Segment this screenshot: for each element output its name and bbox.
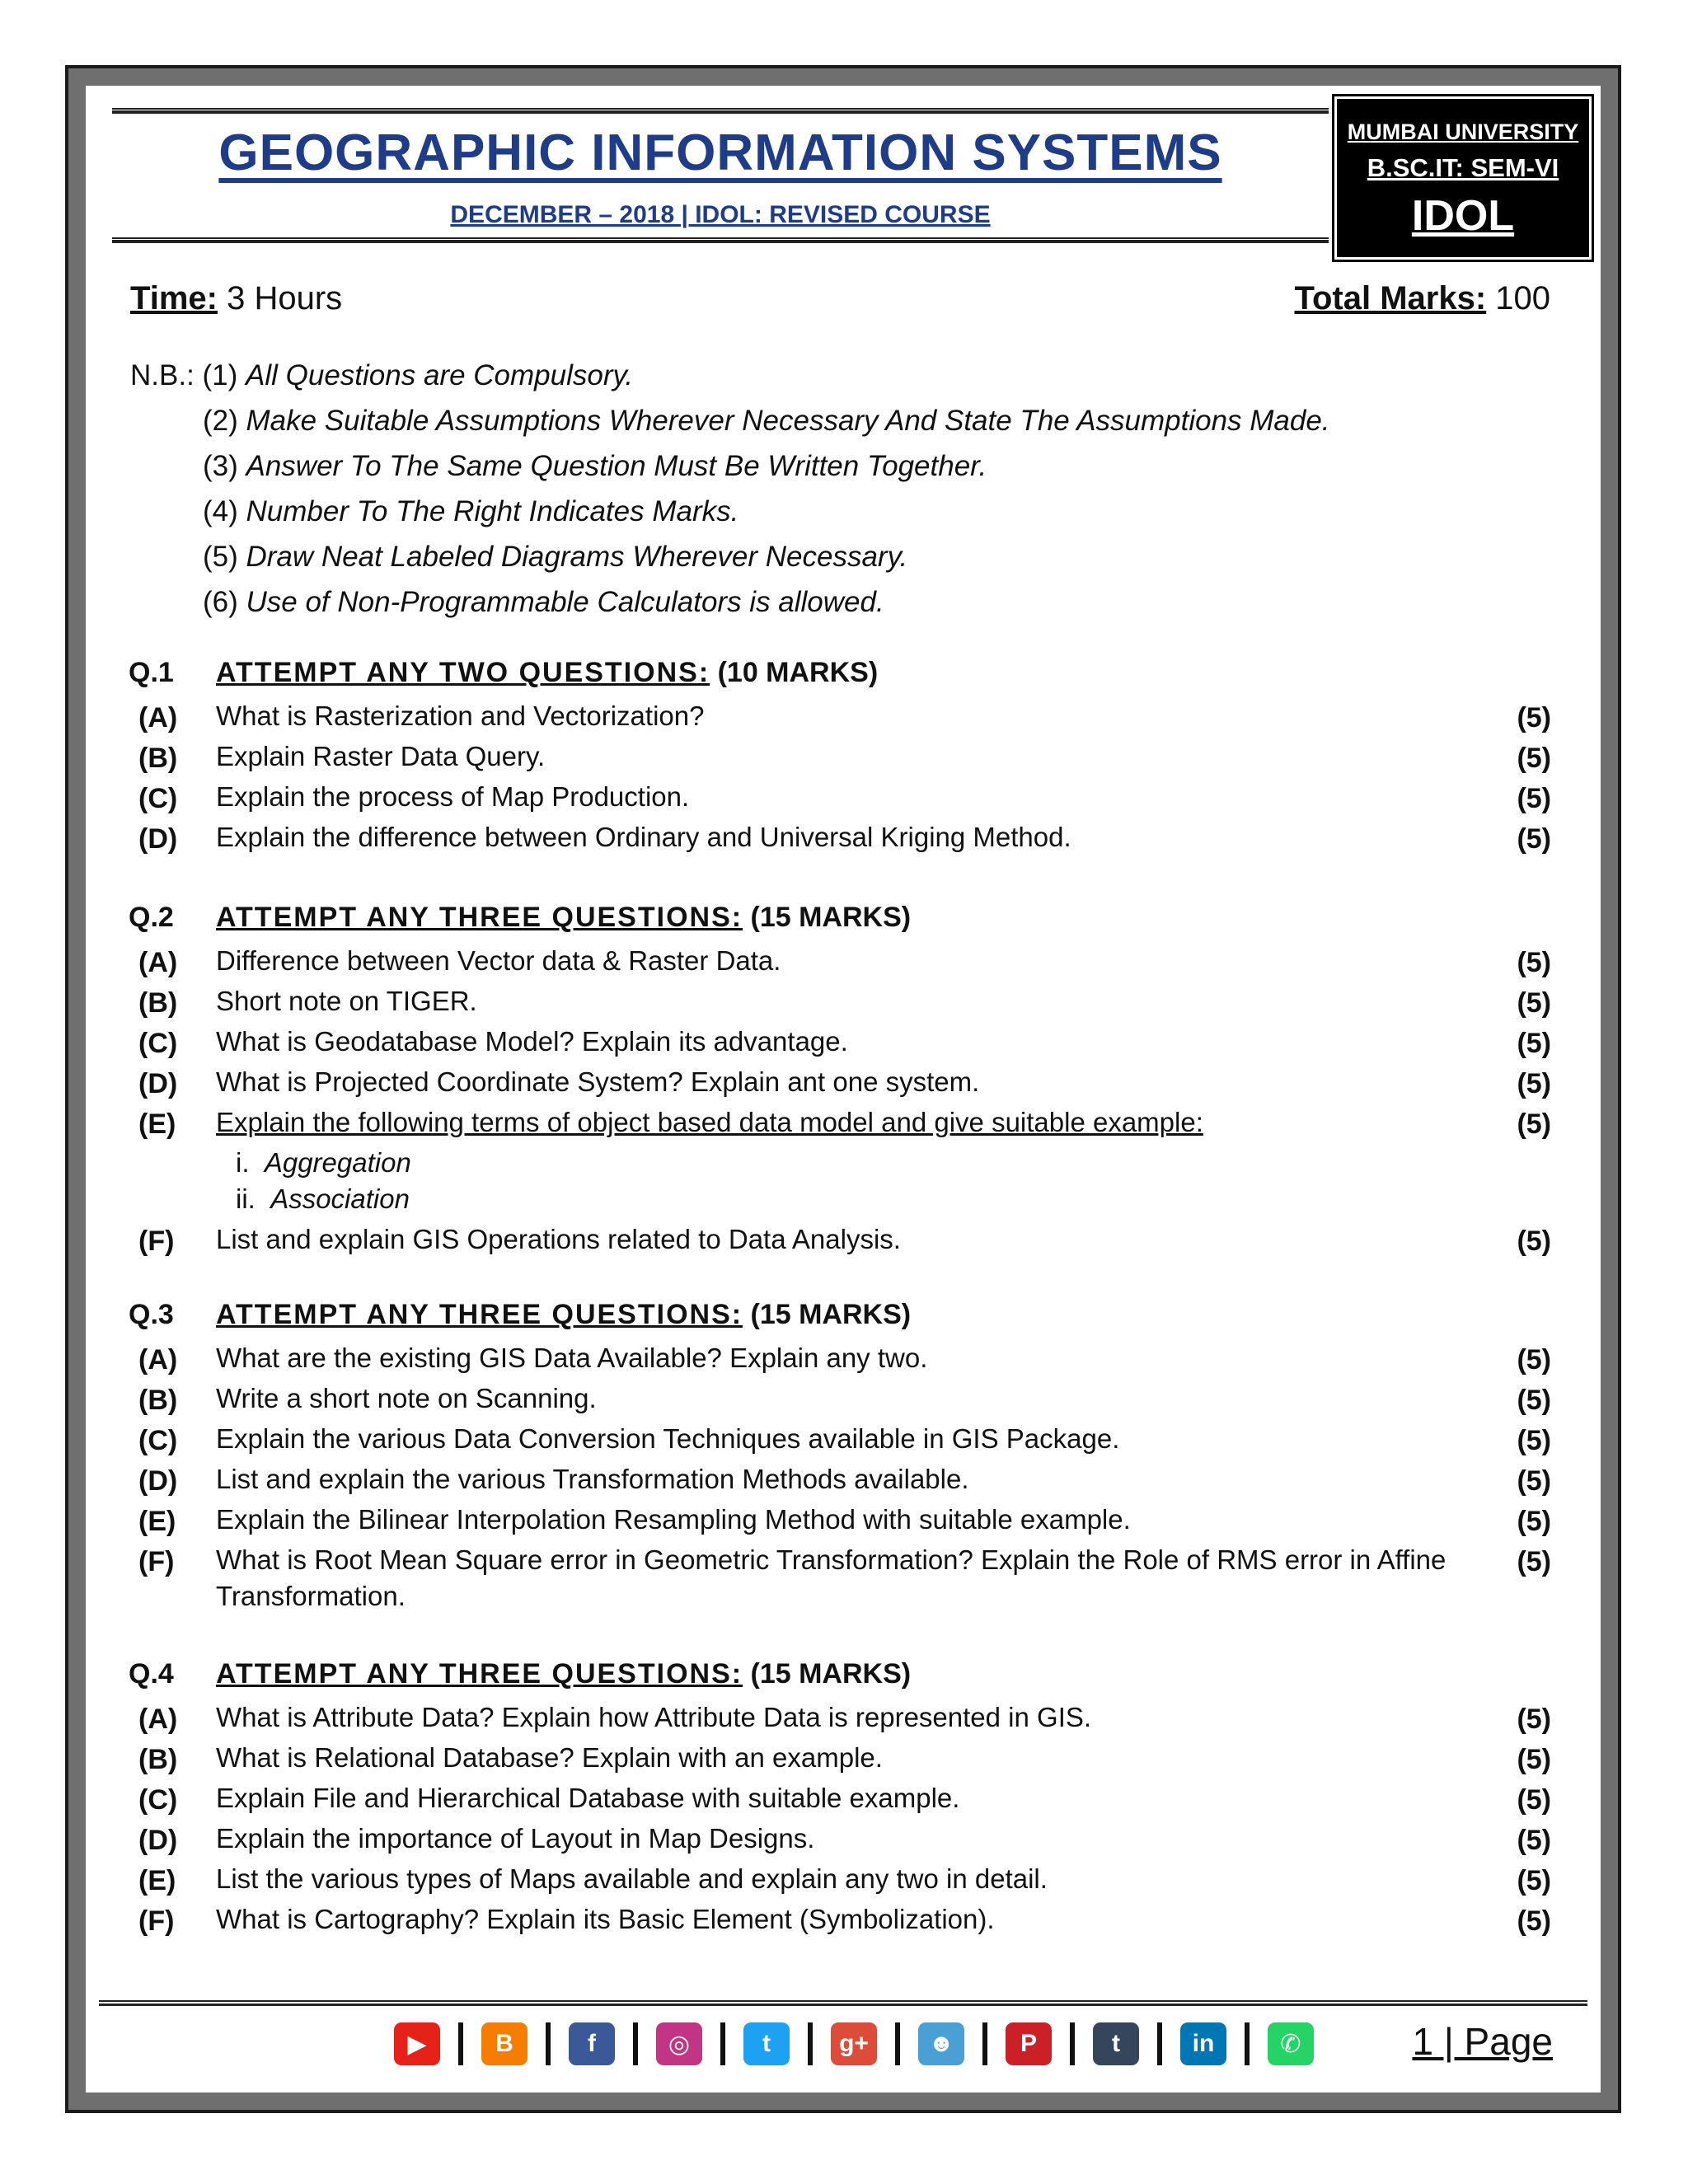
section-instruction: ATTEMPT ANY TWO QUESTIONS: (216, 657, 710, 688)
question-text: Write a short note on Scanning. (216, 1383, 597, 1413)
divider (720, 2022, 725, 2065)
section-heading (129, 1658, 1551, 1699)
page-subtitle: DECEMBER – 2018 | IDOL: REVISED COURSE (450, 201, 991, 228)
question-letter: (E) (138, 1865, 176, 1896)
instruction-number: (4) (203, 495, 246, 527)
page-number: 1 | Page (1412, 2020, 1553, 2063)
section-marks: (15 MARKS) (743, 1658, 912, 1690)
instruction-item (130, 443, 1330, 489)
question-letter: (E) (138, 1506, 176, 1537)
question-item (129, 1104, 1551, 1141)
question-item (129, 1901, 1551, 1938)
question-text: Explain the Bilinear Interpolation Resampling Method with suitable example. (216, 1504, 1131, 1535)
question-letter: (A) (138, 1704, 178, 1735)
question-text: What is Geodatabase Model? Explain its advantage. (216, 1026, 848, 1057)
question-letter: (A) (138, 947, 178, 978)
question-letter: (E) (138, 1108, 176, 1140)
sub-item (236, 1145, 1551, 1181)
question-marks: (5) (1517, 702, 1551, 733)
sub-item-number: ii. (236, 1183, 256, 1214)
question-letter: (C) (138, 783, 178, 814)
instruction-number: (3) (203, 450, 246, 482)
program-name: B.SC.IT: SEM-VI (1367, 153, 1559, 182)
question-text: Short note on TIGER. (216, 986, 477, 1016)
question-marks: (5) (1517, 783, 1551, 814)
question-text: Explain the process of Map Production. (216, 781, 690, 812)
instruction-text: Number To The Right Indicates Marks. (246, 495, 739, 527)
section-instruction: ATTEMPT ANY THREE QUESTIONS: (216, 902, 743, 933)
question-section-1 (129, 657, 1551, 860)
question-marks: (5) (1517, 1465, 1551, 1497)
question-section-3 (129, 1299, 1551, 1619)
university-badge (1337, 99, 1589, 257)
question-letter: (F) (138, 1546, 175, 1577)
question-item (129, 819, 1551, 855)
question-letter: (B) (138, 1385, 178, 1416)
question-marks: (5) (1517, 1425, 1551, 1456)
question-item (129, 1502, 1551, 1538)
instruction-text: Make Suitable Assumptions Wherever Necessary And State The Assumptions Made. (246, 405, 1330, 437)
question-letter: (B) (138, 743, 178, 774)
instruction-text: All Questions are Compulsory. (246, 359, 634, 391)
question-item (129, 1064, 1551, 1100)
blogger-icon[interactable]: B (481, 2022, 528, 2065)
section-number: Q.1 (129, 657, 174, 688)
question-marks: (5) (1517, 743, 1551, 774)
divider (1245, 2022, 1250, 2065)
section-marks: (15 MARKS) (743, 902, 912, 933)
question-item (129, 1740, 1551, 1776)
question-text: Explain the following terms of object based data model and give suitable example: (216, 1107, 1203, 1137)
instruction-number: (2) (203, 405, 246, 437)
question-marks: (5) (1517, 1784, 1551, 1816)
question-text: What is Root Mean Square error in Geometric Transformation? Explain the Role of RMS error in Affine Transformation. (216, 1544, 1447, 1611)
whatsapp-icon[interactable]: ✆ (1268, 2022, 1314, 2065)
question-item (129, 983, 1551, 1019)
question-text: Explain the difference between Ordinary and Universal Kriging Method. (216, 822, 1071, 852)
question-item (129, 1340, 1551, 1376)
question-item (129, 1461, 1551, 1497)
question-text: Explain the various Data Conversion Techniques available in GIS Package. (216, 1423, 1120, 1454)
divider (633, 2022, 638, 2065)
instructions-prefix: N.B.: (130, 359, 203, 391)
divider (458, 2022, 463, 2065)
question-text: Difference between Vector data & Raster Data. (216, 945, 781, 976)
question-text: What is Rasterization and Vectorization? (216, 701, 705, 731)
footer-rule (99, 2000, 1587, 2006)
question-item (129, 1780, 1551, 1816)
question-marks: (5) (1517, 987, 1551, 1019)
question-marks: (5) (1517, 1506, 1551, 1537)
question-text: What are the existing GIS Data Available? Explain any two. (216, 1343, 928, 1373)
sub-item-number: i. (236, 1147, 250, 1178)
question-marks: (5) (1517, 1028, 1551, 1059)
question-text: What is Attribute Data? Explain how Attribute Data is represented in GIS. (216, 1702, 1092, 1732)
question-text: Explain Raster Data Query. (216, 741, 546, 771)
linkedin-icon[interactable]: in (1180, 2022, 1226, 2065)
question-marks: (5) (1517, 1226, 1551, 1257)
twitter-icon[interactable]: t (743, 2022, 790, 2065)
question-section-4 (129, 1658, 1551, 1942)
question-text: List and explain the various Transformation Methods available. (216, 1464, 969, 1494)
question-item (129, 943, 1551, 979)
sub-item-text: Aggregation (264, 1147, 411, 1178)
header-top-rule (112, 108, 1329, 114)
divider (808, 2022, 813, 2065)
divider (1070, 2022, 1075, 2065)
marks-value: 100 (1486, 280, 1550, 316)
university-name: MUMBAI UNIVERSITY (1347, 120, 1579, 144)
question-letter: (D) (138, 1825, 178, 1856)
time-label: Time: (130, 280, 218, 316)
question-item (129, 1024, 1551, 1060)
section-number: Q.3 (129, 1299, 174, 1330)
question-letter: (A) (138, 1344, 178, 1376)
instruction-number: (5) (203, 541, 246, 573)
section-title (216, 1299, 911, 1331)
question-marks: (5) (1517, 1825, 1551, 1856)
question-letter: (F) (138, 1226, 175, 1257)
question-letter: (D) (138, 823, 178, 855)
divider (1157, 2022, 1162, 2065)
question-letter: (F) (138, 1905, 175, 1937)
question-marks: (5) (1517, 1865, 1551, 1896)
question-text: What is Relational Database? Explain with an example. (216, 1742, 883, 1773)
section-title (216, 657, 878, 689)
section-heading (129, 902, 1551, 943)
instruction-item (130, 579, 1330, 625)
question-marks: (5) (1517, 1744, 1551, 1775)
section-instruction: ATTEMPT ANY THREE QUESTIONS: (216, 1658, 743, 1690)
question-item (129, 1821, 1551, 1857)
section-marks: (10 MARKS) (710, 657, 879, 688)
section-title (216, 902, 911, 934)
question-item (129, 738, 1551, 775)
question-letter: (A) (138, 702, 178, 733)
header-bottom-rule (112, 237, 1329, 243)
question-text: Explain the importance of Layout in Map Designs. (216, 1823, 815, 1854)
section-marks: (15 MARKS) (743, 1299, 912, 1330)
section-number: Q.2 (129, 902, 174, 933)
time-value: 3 Hours (217, 280, 343, 316)
question-text: What is Cartography? Explain its Basic Element (Symbolization). (216, 1904, 995, 1934)
question-text: What is Projected Coordinate System? Explain ant one system. (216, 1066, 980, 1097)
instruction-number: (6) (203, 586, 246, 618)
tumblr-icon[interactable]: t (1093, 2022, 1139, 2065)
marks-label: Total Marks: (1294, 280, 1487, 316)
section-instruction: ATTEMPT ANY THREE QUESTIONS: (216, 1299, 743, 1330)
question-item (129, 1699, 1551, 1736)
youtube-icon[interactable]: ▶ (394, 2022, 440, 2065)
mode-label: IDOL (1411, 192, 1515, 240)
facebook-icon[interactable]: f (569, 2022, 615, 2065)
question-marks: (5) (1517, 1385, 1551, 1416)
question-text: Explain File and Hierarchical Database with suitable example. (216, 1783, 960, 1813)
question-marks: (5) (1517, 1108, 1551, 1140)
slideshare-icon[interactable]: ☻ (918, 2022, 964, 2065)
question-item (129, 779, 1551, 815)
exam-time (130, 280, 342, 317)
question-letter: (B) (138, 1744, 178, 1775)
question-item (129, 1380, 1551, 1417)
instagram-icon[interactable]: ◎ (656, 2022, 702, 2065)
question-item (129, 698, 1551, 734)
question-marks: (5) (1517, 1344, 1551, 1376)
instruction-item (130, 398, 1330, 443)
instructions (130, 353, 1330, 625)
question-marks: (5) (1517, 1905, 1551, 1937)
instruction-item (130, 353, 1330, 398)
question-letter: (C) (138, 1425, 178, 1456)
question-item (129, 1221, 1551, 1258)
instruction-text: Use of Non-Programmable Calculators is allowed. (246, 586, 884, 618)
question-item (129, 1861, 1551, 1897)
instruction-item (130, 534, 1330, 579)
question-section-2 (129, 902, 1551, 1262)
section-title (216, 1658, 911, 1690)
question-text: List and explain GIS Operations related to Data Analysis. (216, 1224, 901, 1254)
section-heading (129, 657, 1551, 698)
divider (982, 2022, 987, 2065)
question-marks: (5) (1517, 1704, 1551, 1735)
question-letter: (D) (138, 1068, 178, 1099)
question-text: List the various types of Maps available and explain any two in detail. (216, 1863, 1048, 1894)
instruction-item (130, 489, 1330, 534)
question-letter: (C) (138, 1784, 178, 1816)
social-links (394, 2019, 1314, 2069)
exam-total-marks (1295, 280, 1551, 317)
question-letter: (D) (138, 1465, 178, 1497)
section-number: Q.4 (129, 1658, 174, 1690)
question-letter: (B) (138, 987, 178, 1019)
question-letter: (C) (138, 1028, 178, 1059)
instruction-text: Answer To The Same Question Must Be Written Together. (246, 450, 987, 482)
question-marks: (5) (1517, 947, 1551, 978)
section-heading (129, 1299, 1551, 1340)
instruction-text: Draw Neat Labeled Diagrams Wherever Necessary. (246, 541, 908, 573)
sub-item (236, 1181, 1551, 1217)
question-item (129, 1421, 1551, 1457)
question-marks: (5) (1517, 823, 1551, 855)
sub-item-text: Association (270, 1183, 410, 1214)
page-title: GEOGRAPHIC INFORMATION SYSTEMS (218, 124, 1222, 181)
pinterest-icon[interactable]: P (1006, 2022, 1052, 2065)
question-item (129, 1542, 1551, 1615)
question-marks: (5) (1517, 1546, 1551, 1577)
google-plus-icon[interactable]: g+ (831, 2022, 877, 2065)
question-marks: (5) (1517, 1068, 1551, 1099)
divider (895, 2022, 900, 2065)
divider (546, 2022, 551, 2065)
instruction-number: (1) (202, 359, 246, 391)
